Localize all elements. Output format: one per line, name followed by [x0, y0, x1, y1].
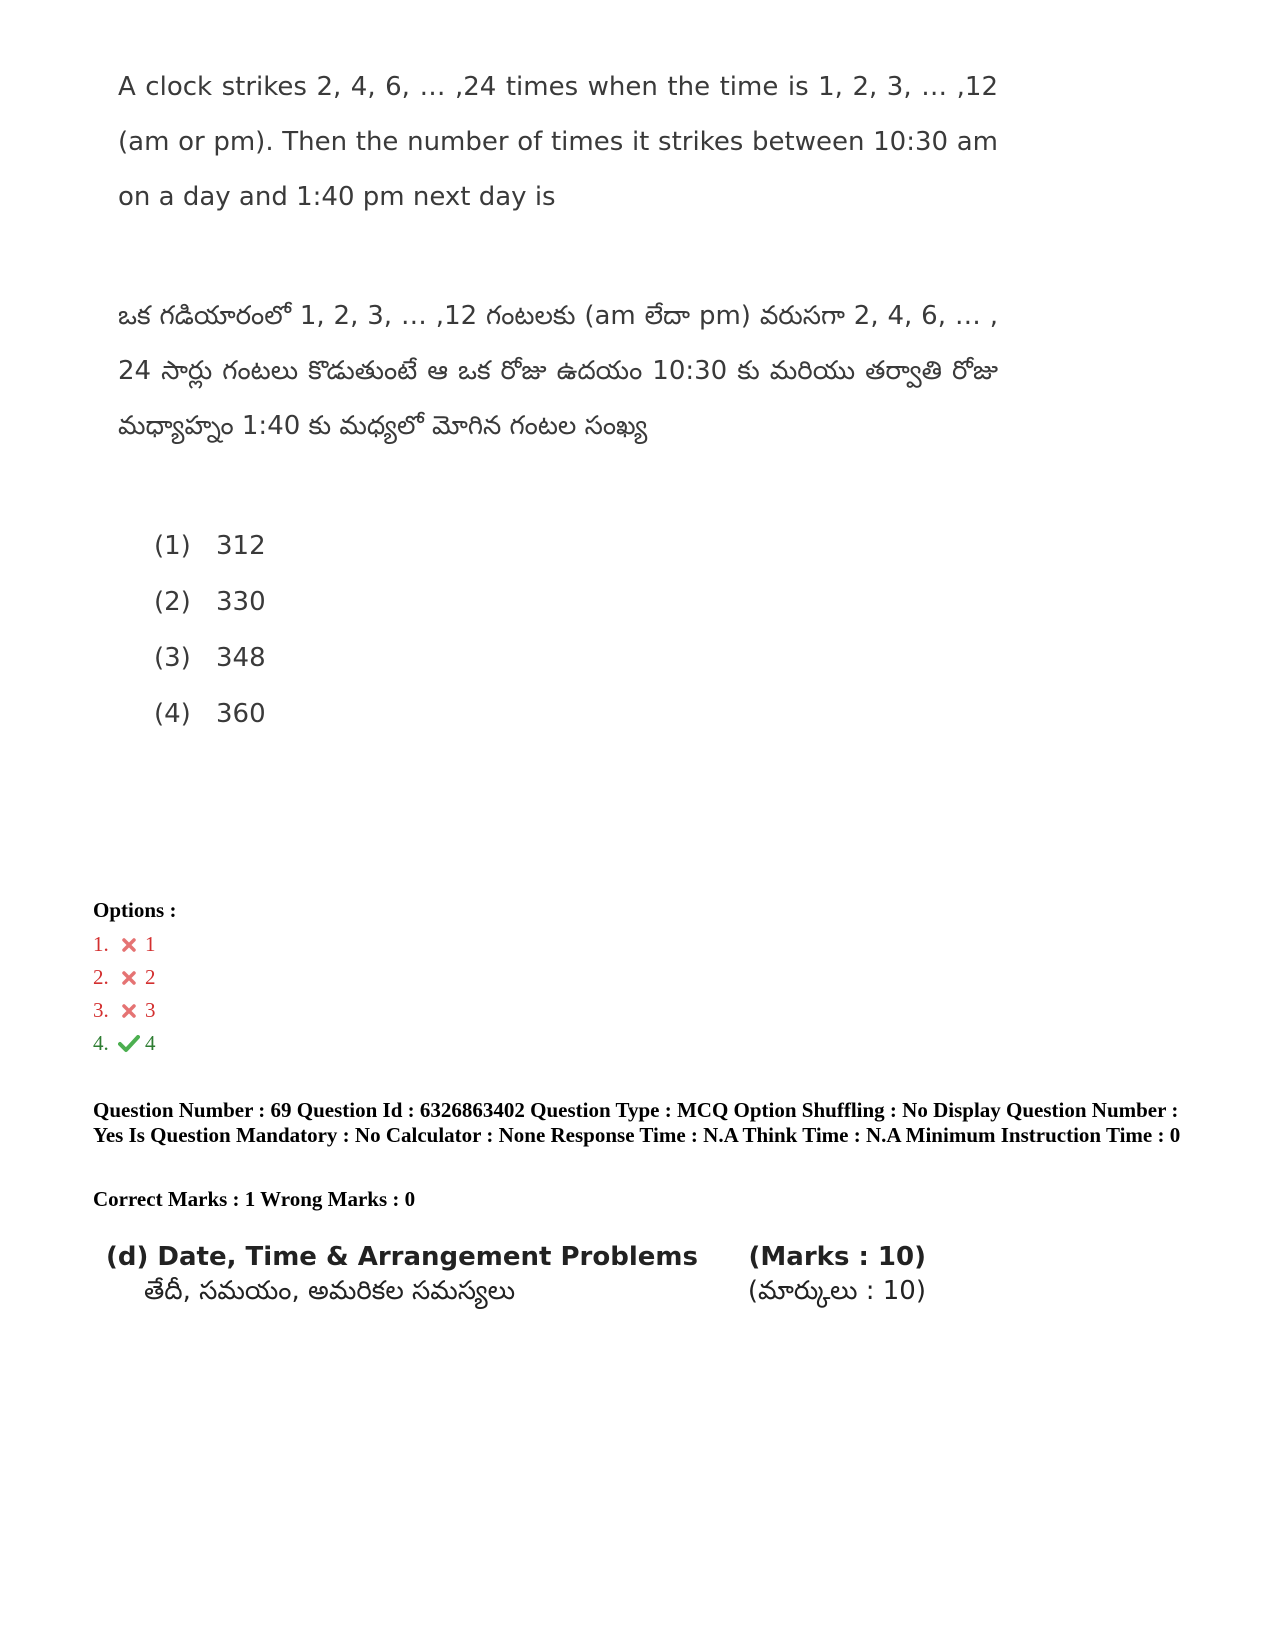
- option-label: 4: [145, 1031, 156, 1055]
- marks-info: Correct Marks : 1 Wrong Marks : 0: [93, 1187, 416, 1211]
- option-index: 2.: [93, 965, 109, 989]
- option-item: [93, 961, 156, 994]
- question-text-english: A clock strikes 2, 4, 6, … ,24 times when the time is 1, 2, 3, … ,12 (am or pm). Then the number of times it strikes between 10:30 am on a day and 1:40 pm next day is: [118, 72, 998, 212]
- question-info: Question Number : 69 Question Id : 6326863402 Question Type : MCQ Option Shuffling : No Display Question Number : Yes Is Question Mandatory : No Calculator : None Response Time : N.A Think Time : N.A Minimum Instruction Time : 0: [93, 1098, 1181, 1147]
- option-item: [93, 1027, 156, 1060]
- check-icon: [113, 1035, 145, 1053]
- choice-number: (4): [154, 699, 191, 729]
- choice-number: (2): [154, 587, 191, 617]
- option-item: [93, 928, 156, 961]
- option-index: 4.: [93, 1031, 109, 1055]
- option-item: [93, 994, 156, 1027]
- choice-item: [154, 686, 998, 742]
- section-title-english: (d) Date, Time & Arrangement Problems: [106, 1242, 698, 1272]
- answer-choices: [154, 518, 998, 742]
- cross-icon: [113, 1003, 145, 1019]
- option-label: 2: [145, 965, 156, 989]
- choice-value: 312: [216, 531, 266, 561]
- section-marks-english: (Marks : 10): [748, 1242, 926, 1272]
- choice-value: 330: [216, 587, 266, 617]
- choice-value: 348: [216, 643, 266, 673]
- choice-value: 360: [216, 699, 266, 729]
- choice-item: [154, 518, 998, 574]
- section-title-telugu: తేదీ, సమయం, అమరికల సమస్యలు: [144, 1276, 516, 1306]
- section-marks-telugu: (మార్కులు : 10): [747, 1276, 926, 1306]
- cross-icon: [113, 970, 145, 986]
- choice-number: (3): [154, 643, 191, 673]
- question-image: [118, 60, 998, 742]
- question-text-telugu: ఒక గడియారంలో 1, 2, 3, … ,12 గంటలకు (am లేదా pm) వరుసగా 2, 4, 6, … , 24 సార్లు గంటలు కొడుతుంటే ఆ ఒక రోజు ఉదయం 10:30 కు మరియు తర్వాతి రోజు మధ్యాహ్నం 1:40 కు మధ్యలో మోగిన గంటల సంఖ్య: [118, 301, 998, 441]
- option-label: 1: [145, 932, 156, 956]
- option-label: 3: [145, 998, 156, 1022]
- choice-number: (1): [154, 531, 191, 561]
- cross-icon: [113, 937, 145, 953]
- choice-item: [154, 574, 998, 630]
- options-list: [93, 928, 156, 1060]
- choice-item: [154, 630, 998, 686]
- section-header: [106, 1242, 926, 1312]
- option-index: 1.: [93, 932, 109, 956]
- option-index: 3.: [93, 998, 109, 1022]
- options-heading: Options :: [93, 898, 177, 922]
